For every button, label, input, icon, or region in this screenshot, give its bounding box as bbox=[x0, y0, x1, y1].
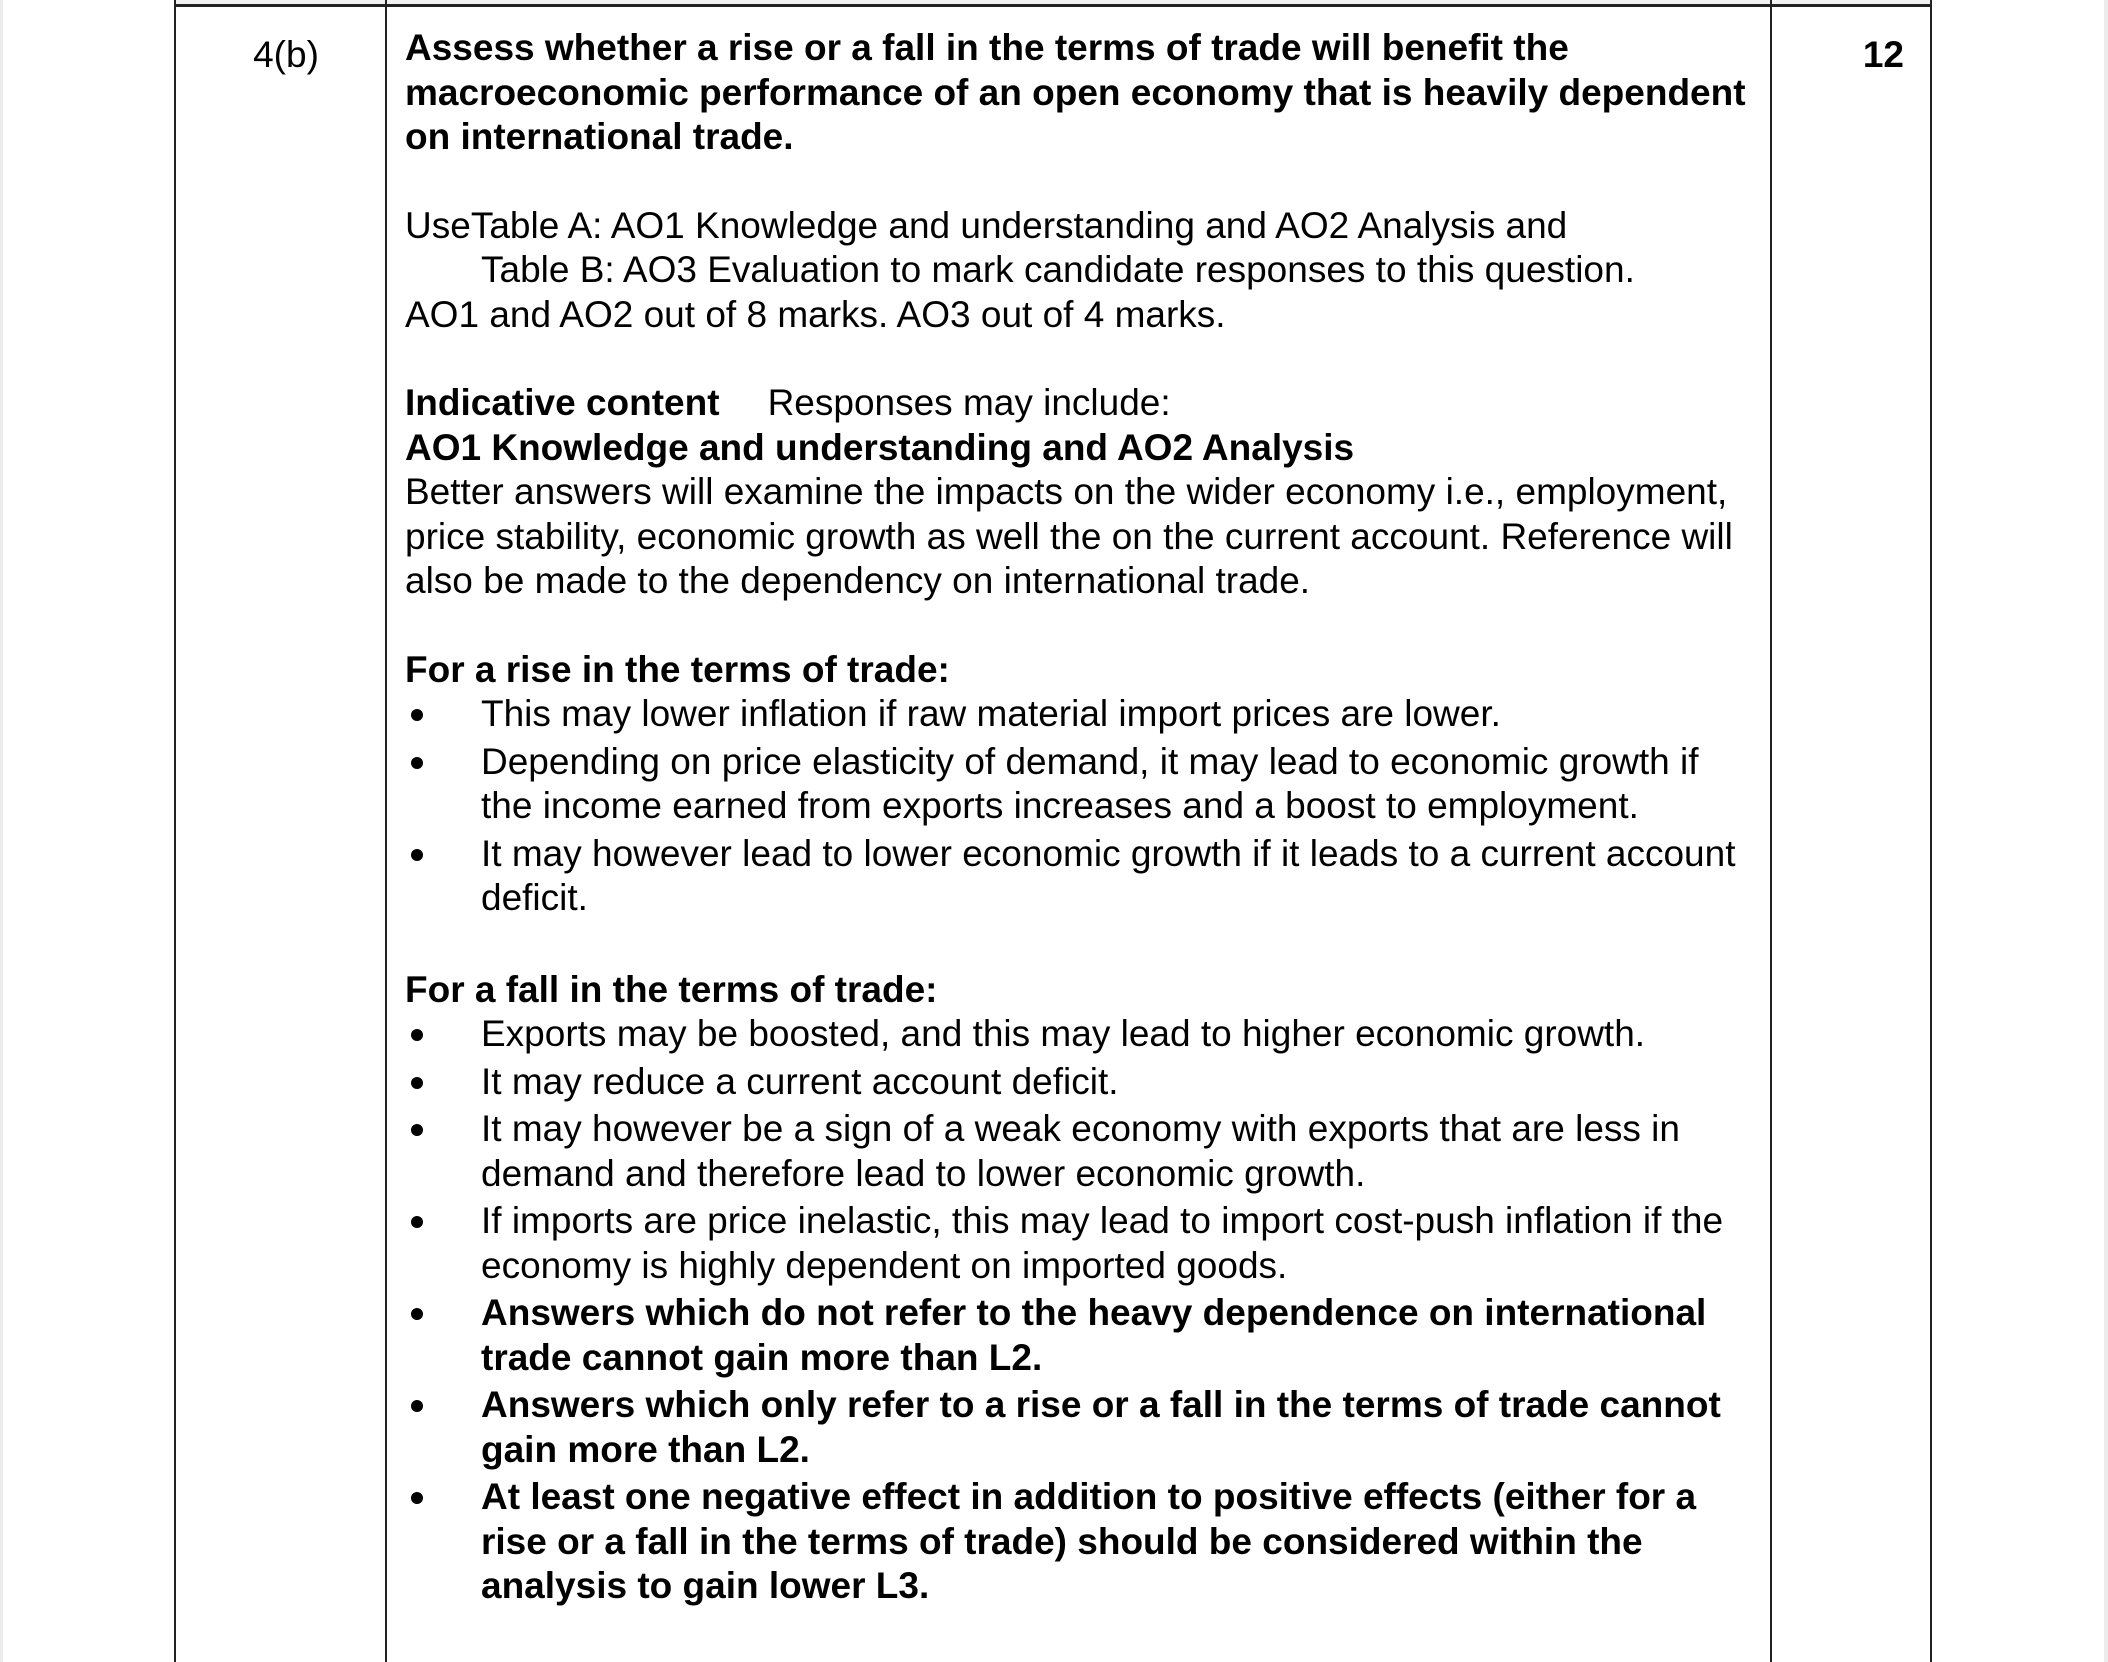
question-prompt: Assess whether a rise or a fall in the terms of trade will benefit the macroeconomic performance of an open economy that is heavily dependent on international trade. bbox=[405, 27, 1746, 157]
rise-list bbox=[405, 692, 1755, 921]
bullet-icon bbox=[411, 1124, 423, 1136]
list-item-note: Answers which only refer to a rise or a fall in the terms of trade cannot gain more than L2. bbox=[405, 1383, 1755, 1472]
row-top-border bbox=[174, 4, 1932, 7]
bullet-icon bbox=[411, 757, 423, 769]
instructions-marks-split: AO1 and AO2 out of 8 marks. AO3 out of 4 marks. bbox=[405, 293, 1226, 335]
bullet-icon bbox=[411, 1077, 423, 1089]
list-item: It may however be a sign of a weak economy with exports that are less in demand and therefore lead to lower economic growth. bbox=[405, 1107, 1755, 1196]
question-number: 4(b) bbox=[253, 34, 319, 75]
instructions-table-a: Table A: AO1 Knowledge and understanding and AO2 Analysis and bbox=[470, 204, 1568, 246]
ao1-ao2-heading: AO1 Knowledge and understanding and AO2 Analysis bbox=[405, 426, 1355, 468]
list-item: Depending on price elasticity of demand, it may lead to economic growth if the income earned from exports increases and a boost to employment. bbox=[405, 740, 1755, 829]
mark-scheme-table bbox=[174, 0, 1932, 1662]
fall-list bbox=[405, 1012, 1755, 1609]
table-left-border bbox=[174, 0, 176, 1662]
indicative-content-row bbox=[405, 381, 1755, 426]
total-marks: 12 bbox=[1862, 34, 1904, 75]
indicative-content-label: Indicative content bbox=[405, 382, 720, 423]
page-edge-left bbox=[0, 0, 3, 1662]
rise-heading: For a rise in the terms of trade: bbox=[405, 648, 950, 690]
marks-cell bbox=[1771, 7, 1932, 77]
instructions-use: Use bbox=[405, 204, 471, 246]
bullet-icon bbox=[411, 1216, 423, 1228]
question-number-cell bbox=[174, 7, 386, 77]
bullet-icon bbox=[411, 1400, 423, 1412]
instructions-line-1 bbox=[405, 204, 1755, 249]
indicative-content-sublabel: Responses may include: bbox=[767, 382, 1171, 423]
answer-content-cell bbox=[405, 26, 1755, 1612]
list-item: It may however lead to lower economic growth if it leads to a current account deficit. bbox=[405, 832, 1755, 921]
list-item: Exports may be boosted, and this may lead to higher economic growth. bbox=[405, 1012, 1755, 1057]
bullet-icon bbox=[411, 709, 423, 721]
table-right-border bbox=[1930, 0, 1932, 1662]
fall-heading: For a fall in the terms of trade: bbox=[405, 968, 938, 1010]
instructions-table-b: Table B: AO3 Evaluation to mark candidate responses to this question. bbox=[481, 249, 1635, 290]
list-item-note: Answers which do not refer to the heavy dependence on international trade cannot gain more than L2. bbox=[405, 1291, 1755, 1380]
column-divider-question bbox=[385, 0, 387, 1662]
list-item-note: At least one negative effect in addition to positive effects (either for a rise or a fall in the terms of trade) should be considered within the analysis to gain lower L3. bbox=[405, 1475, 1755, 1609]
column-divider-content bbox=[1770, 0, 1772, 1662]
bullet-icon bbox=[411, 849, 423, 861]
page-edge-right bbox=[2104, 0, 2108, 1662]
list-item: If imports are price inelastic, this may lead to import cost-push inflation if the economy is highly dependent on imported goods. bbox=[405, 1199, 1755, 1288]
list-item: It may reduce a current account deficit. bbox=[405, 1060, 1755, 1105]
bullet-icon bbox=[411, 1308, 423, 1320]
indicative-intro: Better answers will examine the impacts on the wider economy i.e., employment, price stability, economic growth as well the on the current account. Reference will also be made to the dependency on international trade. bbox=[405, 471, 1733, 601]
list-item: This may lower inflation if raw material import prices are lower. bbox=[405, 692, 1755, 737]
bullet-icon bbox=[411, 1029, 423, 1041]
bullet-icon bbox=[411, 1492, 423, 1504]
